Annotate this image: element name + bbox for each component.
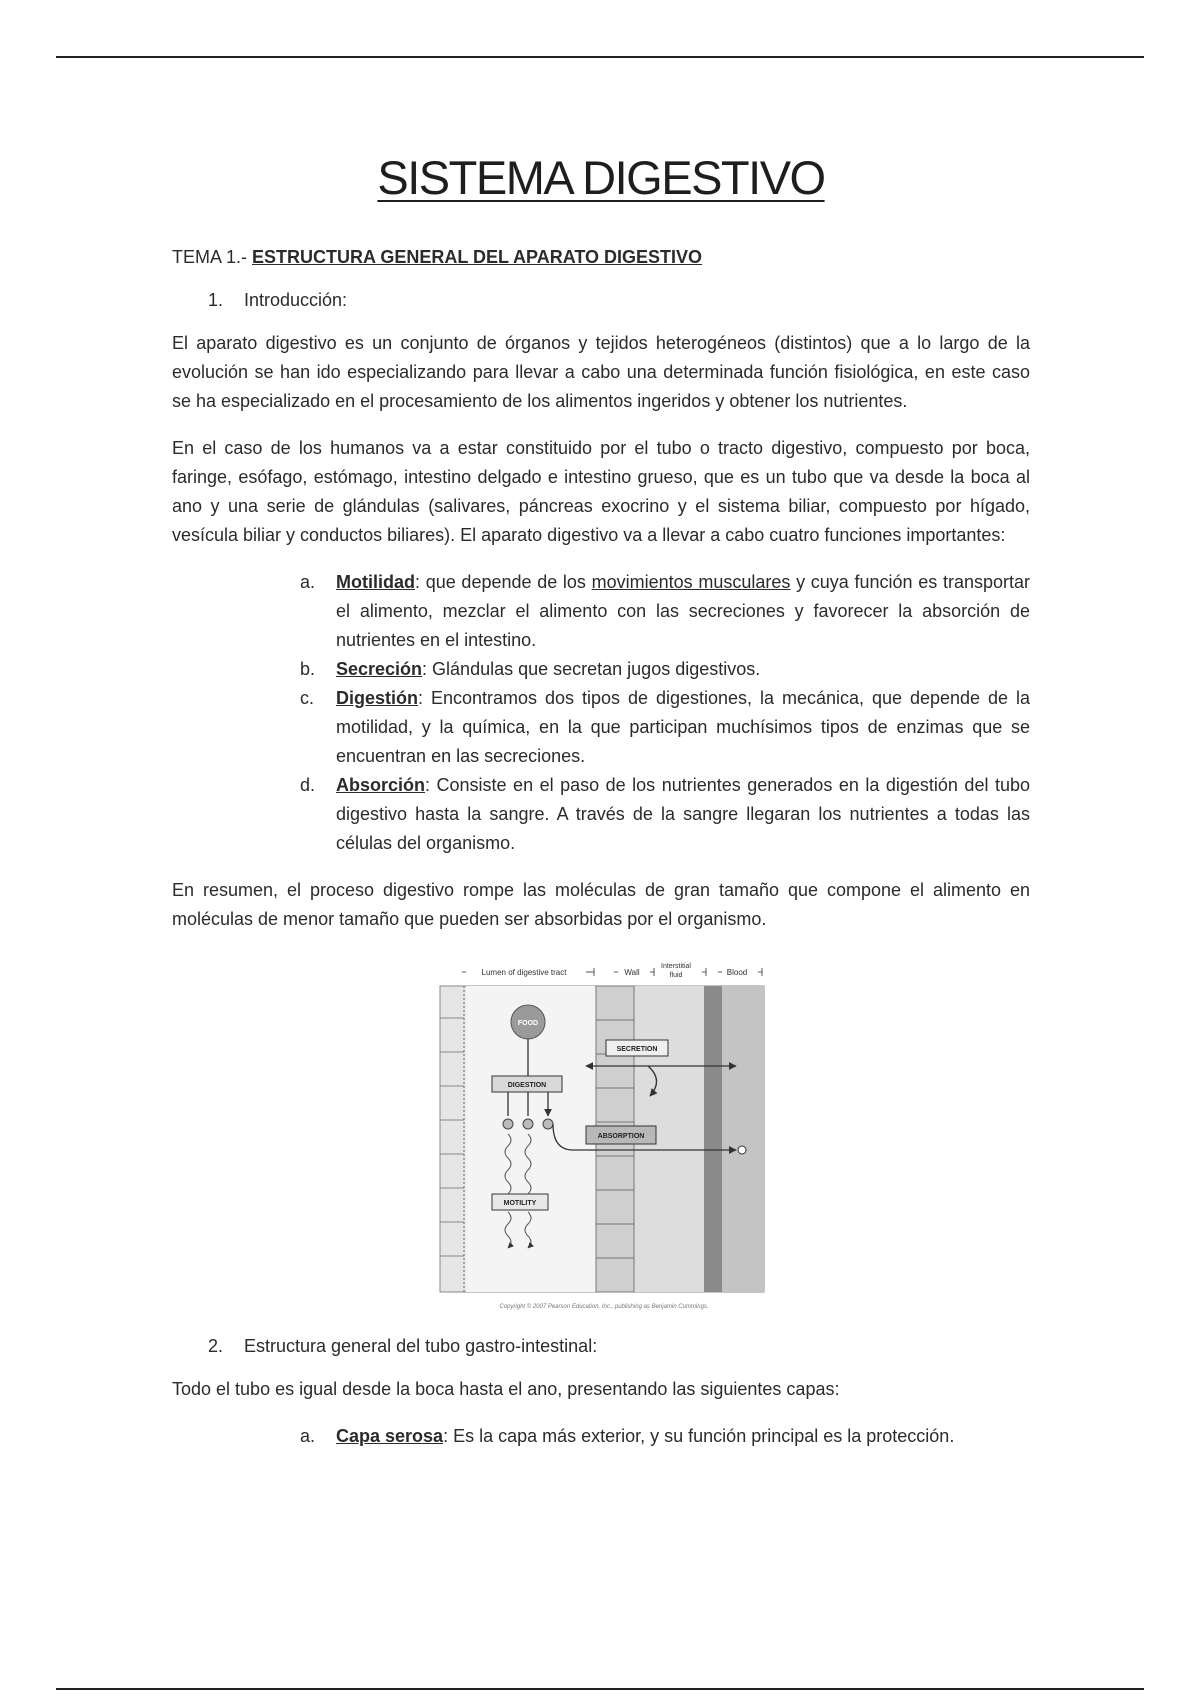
digestion-label: DIGESTION [507, 1082, 547, 1089]
section-1-heading [208, 290, 1030, 311]
secretion-label: SECRETION [616, 1046, 658, 1053]
function-text: : Glándulas que secretan jugos digestivos. [422, 659, 761, 679]
summary-paragraph: En resumen, el proceso digestivo rompe las moléculas de gran tamaño que compone el alimento en moléculas de menor tamaño que pueden ser absorbidas por el organismo. [172, 880, 1030, 929]
list-marker: b. [300, 659, 316, 679]
header-blood: Blood [726, 968, 748, 977]
list-item [300, 771, 1030, 858]
digestive-process-figure [436, 954, 772, 1310]
list-marker: d. [300, 775, 316, 795]
structure-paragraph: Todo el tubo es igual desde la boca hasta el ano, presentando las siguientes capas: [172, 1379, 840, 1399]
top-rule [56, 56, 1144, 58]
intro-paragraph-1: El aparato digestivo es un conjunto de órganos y tejidos heterogéneos (distintos) que a lo largo de la evolución se han ido especializando para llevar a cabo una determinada función fisiológica, en este caso se ha especializado en el procesamiento de los alimentos ingeridos y obtener los nutrientes. [172, 333, 1030, 411]
blood-vessel-wall [704, 986, 722, 1292]
section-1-title: Introducción: [244, 290, 348, 310]
figure-caption: Copyright © 2007 Pearson Education, Inc., publishing as Benjamin Cummings. [499, 1304, 709, 1310]
tema-prefix: TEMA 1.- [172, 247, 253, 267]
absorbed-nutrient-circle [738, 1146, 746, 1154]
nutrient-circle [503, 1119, 513, 1129]
function-text: y cuya función es transportar el alimento, mezclar el alimento con las secreciones y favorecer la absorción de nutrientes en el intestino. [336, 572, 1030, 650]
layer-text: : Es la capa más exterior, y su función principal es la protección. [443, 1426, 955, 1446]
header-lumen: Lumen of digestive tract [481, 968, 567, 977]
section-1-number: 1. [208, 290, 224, 310]
list-marker: a. [300, 572, 316, 592]
section-2-title: Estructura general del tubo gastro-intestinal: [244, 1336, 598, 1356]
function-term: Secreción [336, 659, 423, 679]
layer-term: Capa serosa [336, 1426, 444, 1446]
functions-list [172, 568, 1030, 858]
food-label: FOOD [517, 1020, 539, 1027]
header-interstitial: Interstitial [661, 963, 691, 970]
motility-label: MOTILITY [503, 1200, 537, 1207]
page-title: SISTEMA DIGESTIVO [377, 151, 825, 204]
function-underlined: movimientos musculares [591, 572, 791, 592]
list-item [300, 684, 1030, 771]
function-term: Motilidad [336, 572, 415, 592]
bottom-rule [56, 1688, 1144, 1690]
section-2-heading [208, 1336, 1030, 1357]
tema-title: ESTRUCTURA GENERAL DEL APARATO DIGESTIVO [252, 247, 703, 267]
list-item [300, 1422, 1030, 1451]
list-item [300, 568, 1030, 655]
function-term: Absorción [336, 775, 426, 795]
layers-list [172, 1422, 1030, 1451]
absorption-label: ABSORPTION [597, 1133, 645, 1140]
list-item [300, 655, 1030, 684]
function-text-pre: : que depende de los [415, 572, 592, 592]
header-wall: Wall [624, 968, 640, 977]
nutrient-circle [543, 1119, 553, 1129]
document-body [172, 150, 1030, 1451]
tema-heading [172, 247, 1030, 268]
function-term: Digestión [336, 688, 419, 708]
function-text: : Consiste en el paso de los nutrientes generados en la digestión del tubo digestivo hasta la sangre. A través de la sangre llegaran los nutrientes a todas las células del organismo. [336, 775, 1030, 853]
header-fluid: fluid [669, 972, 683, 979]
digestive-diagram [436, 954, 772, 1300]
list-marker: c. [300, 688, 315, 708]
diagram-header [462, 963, 762, 979]
section-2-number: 2. [208, 1336, 224, 1356]
list-marker: a. [300, 1426, 316, 1446]
nutrient-circle [523, 1119, 533, 1129]
function-text: : Encontramos dos tipos de digestiones, la mecánica, que depende de la motilidad, y la química, en la que participan muchísimos tipos de enzimas que se encuentran en las secreciones. [336, 688, 1030, 766]
intro-paragraph-2: En el caso de los humanos va a estar constituido por el tubo o tracto digestivo, compuesto por boca, faringe, esófago, estómago, intestino delgado e intestino grueso, que es un tubo que va desde la boca al ano y una serie de glándulas (salivares, páncreas exocrino y el sistema biliar, compuesto por hígado, vesícula biliar y conductos biliares). El aparato digestivo va a llevar a cabo cuatro funciones importantes: [172, 438, 1030, 545]
blood-region [722, 986, 764, 1292]
